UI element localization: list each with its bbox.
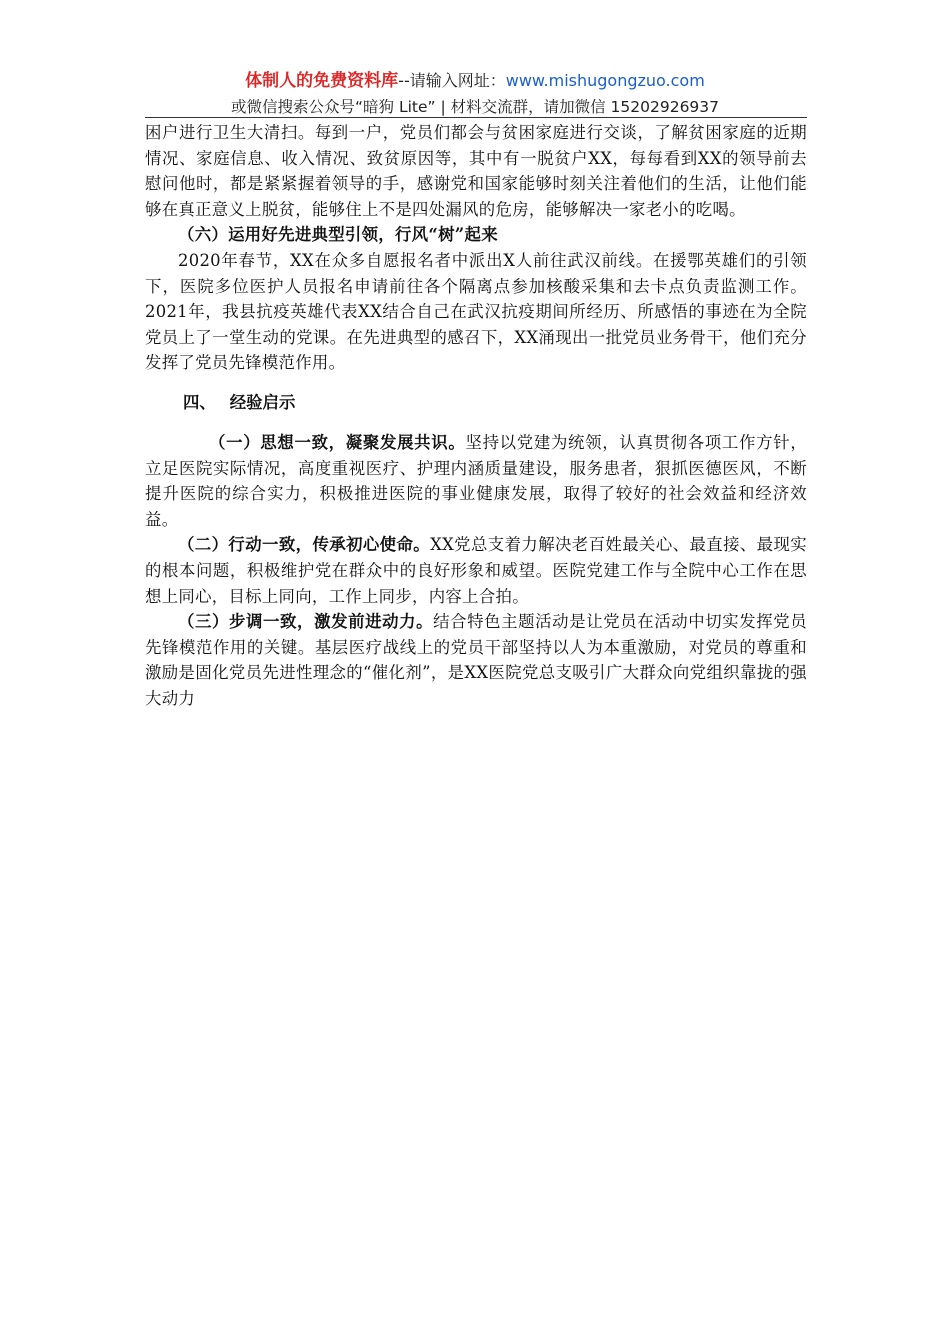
header-divider	[145, 117, 807, 118]
experience-body-1: 坚持以党建为统领，认真贯彻各项工作方针，立足医院实际情况，高度重视医疗、护理内涵质量建设，服务患者，狠抓医德医风，不断提升医院的综合实力，积极推进医院的事业健康发展，取得了较好的社会效益和经济效益。	[145, 432, 808, 529]
experience-body-3: 结合特色主题活动是让党员在活动中切实发挥党员先锋模范作用的关键。基层医疗战线上的党员干部坚持以人为本重激励，对党员的尊重和激励是固化党员先进性理念的“催化剂”，是XX医院党总支吸引广大群众向党组织靠拢的强大动力	[145, 612, 807, 708]
experience-lead-2: （二）行动一致，传承初心使命。	[178, 535, 431, 555]
site-name: 体制人的免费资料库	[245, 71, 399, 91]
paragraph-continuation: 困户进行卫生大清扫。每到一户，党员们都会与贫困家庭进行交谈，了解贫困家庭的近期情况、家庭信息、收入情况、致贫原因等，其中有一脱贫户XX，每每看到XX的领导前去慰问他时，都是紧紧握着领导的手，感谢党和国家能够时刻关注着他们的生活，让他们能够在真正意义上脱贫，能够住上不是四处漏风的危房，能够解决一家老小的吃喝。	[145, 123, 807, 219]
experience-body-2: XX党总支着力解决老百姓最关心、最直接、最现实的根本问题，积极维护党在群众中的良好形象和威望。医院党建工作与全院中心工作在思想上同心，目标上同向，工作上同步，内容上合拍。	[145, 535, 807, 606]
section-title: 经验启示	[229, 392, 296, 412]
site-url-link[interactable]: www.mishugongzuo.com	[505, 71, 705, 90]
header-line-1	[140, 68, 810, 94]
experience-item-3	[145, 609, 807, 711]
experience-item-2	[145, 532, 807, 609]
section-heading-4	[145, 390, 807, 416]
subheading-six: （六）运用好先进典型引领，行风“树”起来	[178, 225, 498, 245]
page-header	[140, 68, 810, 120]
experience-lead-1: （一）思想一致，凝聚发展共识。	[209, 432, 466, 452]
experience-lead-3: （三）步调一致，激发前进动力。	[178, 612, 434, 632]
section-number: 四、	[183, 392, 216, 412]
site-prompt: --请输入网址：	[398, 71, 506, 90]
paragraph-exemplar: 2020年春节，XX在众多自愿报名者中派出X人前往武汉前线。在援鄂英雄们的引领下，医院多位医护人员报名申请前往各个隔离点参加核酸采集和去卡点负责监测工作。2021年，我县抗疫英雄代表XX结合自己在武汉抗疫期间所经历、所感悟的事迹在为全院党员上了一堂生动的党课。在先进典型的感召下，XX涌现出一批党员业务骨干，他们充分发挥了党员先锋模范作用。	[145, 250, 807, 373]
header-line-2: 或微信搜索公众号“暗狗 Lite” | 材料交流群，请加微信 15202926937	[230, 98, 720, 116]
experience-item-1	[145, 430, 807, 532]
document-body	[145, 120, 807, 711]
